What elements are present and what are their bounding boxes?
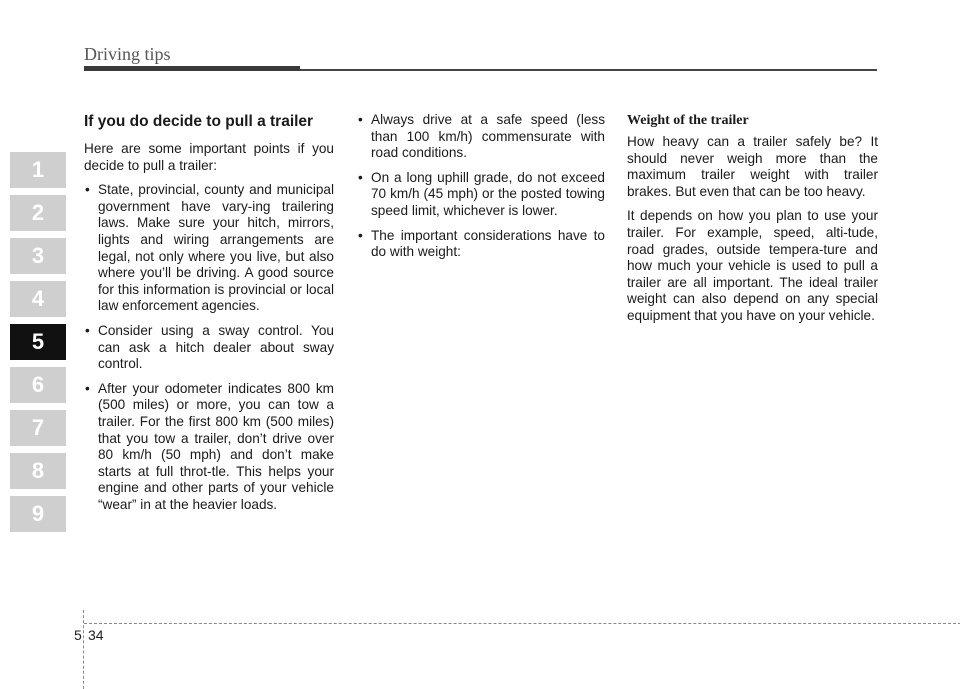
list-item: • The important considerations have to do with weight:: [357, 228, 605, 261]
paragraph: How heavy can a trailer safely be? It should never weigh more than the maximum trailer weight with trailer brakes. But even that can be too heavy.: [627, 134, 878, 199]
driving-tips-list: [357, 112, 605, 261]
chapter-tab-8[interactable]: 8: [10, 453, 66, 489]
list-item: • After your odometer indicates 800 km (500 miles) or more, you can tow a trailer. For the first 800 km (500 miles) that you tow a trailer, don’t drive over 80 km/h (50 mph) and don’t make starts at full throt-tle. This helps your engine and other parts of your vehicle “wear” in at the heavier loads.: [84, 381, 334, 514]
footer-divider: [83, 610, 84, 689]
chapter-tab-1[interactable]: 1: [10, 152, 66, 188]
chapter-tab-9[interactable]: 9: [10, 496, 66, 532]
page-number: 34: [88, 627, 104, 643]
header-rule-thin: [300, 69, 877, 71]
column-left: [84, 112, 334, 521]
section-title: Driving tips: [84, 44, 171, 64]
chapter-tab-6[interactable]: 6: [10, 367, 66, 403]
subsection-heading: Weight of the trailer: [627, 113, 749, 128]
chapter-tab-3[interactable]: 3: [10, 238, 66, 274]
list-item: • Always drive at a safe speed (less than 100 km/h) commensurate with road conditions.: [357, 112, 605, 162]
chapter-tab-2[interactable]: 2: [10, 195, 66, 231]
paragraph: It depends on how you plan to use your trailer. For example, speed, alti-tude, road grades, outside tempera-ture and how much your vehicle is used to pull a trailer are all important. The ideal trailer weight can also depend on any special equipment that you have on your vehicle.: [627, 208, 878, 323]
chapter-tab-5[interactable]: 5: [10, 324, 66, 360]
chapter-tab-4[interactable]: 4: [10, 281, 66, 317]
trailer-tips-list: [84, 182, 334, 513]
list-item: • On a long uphill grade, do not exceed 70 km/h (45 mph) or the posted towing speed limit, whichever is lower.: [357, 170, 605, 220]
list-item: • Consider using a sway control. You can ask a hitch dealer about sway control.: [84, 323, 334, 373]
chapter-tabs: [10, 152, 66, 539]
footer-rule: [84, 623, 960, 624]
intro-paragraph: Here are some important points if you decide to pull a trailer:: [84, 141, 334, 173]
list-item: • State, provincial, county and municipal government have vary-ing trailering laws. Make sure your hitch, mirrors, lights and wiring arrangements are legal, not only where you live, but also where you’ll be driving. A good source for this information is provincial or local law enforcement agencies.: [84, 182, 334, 315]
column-right: [627, 112, 878, 333]
chapter-tab-7[interactable]: 7: [10, 410, 66, 446]
column-middle: [357, 112, 605, 269]
chapter-number: 5: [74, 627, 82, 643]
header-rule-thick: [84, 66, 300, 71]
section-heading: If you do decide to pull a trailer: [84, 113, 314, 130]
